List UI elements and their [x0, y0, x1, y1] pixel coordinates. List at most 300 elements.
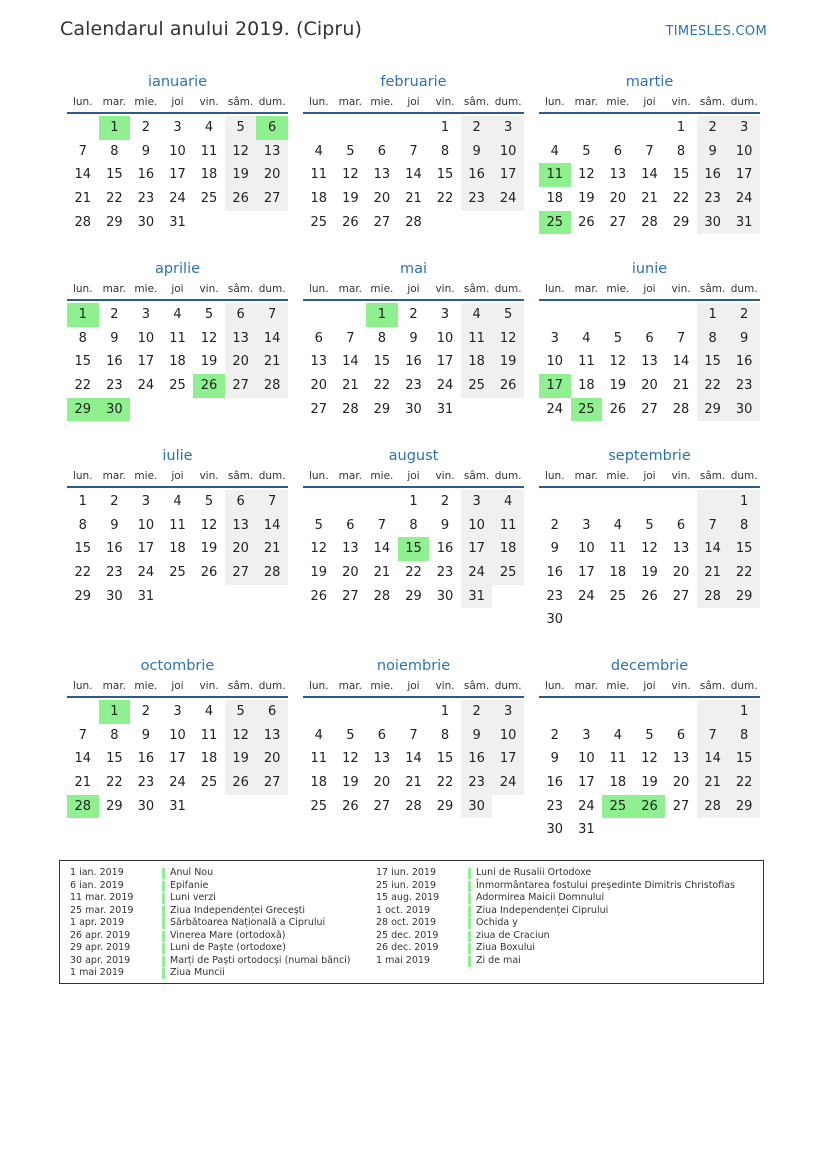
day-cell[interactable]: 10: [492, 140, 524, 164]
day-cell[interactable]: 12: [492, 327, 524, 351]
day-cell[interactable]: 12: [342, 167, 359, 183]
day-cell[interactable]: 4: [204, 704, 214, 719]
day-cell[interactable]: 16: [137, 167, 155, 183]
day-cell[interactable]: 17: [492, 747, 524, 771]
day-cell[interactable]: 30: [106, 588, 123, 604]
day-cell[interactable]: 12: [225, 724, 257, 748]
day-cell[interactable]: 11: [200, 143, 218, 159]
day-cell[interactable]: 23: [106, 378, 123, 394]
day-cell[interactable]: 13: [310, 354, 328, 370]
day-cell[interactable]: 10: [436, 330, 454, 346]
day-cell[interactable]: 29: [728, 795, 760, 819]
day-cell[interactable]: 18: [609, 775, 627, 791]
day-cell[interactable]: 22: [106, 191, 123, 207]
day-cell[interactable]: 27: [225, 374, 257, 398]
day-cell[interactable]: 4: [550, 143, 559, 159]
day-cell[interactable]: 3: [492, 700, 524, 724]
day-cell[interactable]: 11: [609, 751, 627, 767]
day-cell[interactable]: 31: [169, 214, 186, 230]
day-cell[interactable]: 19: [200, 541, 218, 557]
day-cell[interactable]: 5: [225, 116, 257, 140]
day-cell[interactable]: 22: [436, 775, 454, 791]
day-cell[interactable]: 20: [672, 775, 690, 791]
day-cell[interactable]: 16: [546, 775, 564, 791]
day-cell[interactable]: 18: [578, 378, 595, 394]
day-cell[interactable]: 23: [461, 771, 493, 795]
day-cell[interactable]: 26: [641, 588, 658, 604]
day-cell[interactable]: 22: [672, 191, 690, 207]
day-cell[interactable]: 3: [141, 494, 151, 509]
day-cell[interactable]: 10: [546, 354, 564, 370]
day-cell[interactable]: 29: [405, 588, 422, 604]
day-cell[interactable]: 11: [609, 541, 627, 557]
day-cell[interactable]: 30: [137, 214, 155, 230]
day-cell[interactable]: 5: [582, 143, 591, 159]
day-cell[interactable]: 11: [578, 354, 595, 370]
day-cell[interactable]: 1: [409, 494, 418, 509]
day-cell[interactable]: 27: [256, 187, 288, 211]
day-cell[interactable]: 25: [310, 798, 328, 814]
holiday-day-cell[interactable]: 26: [634, 795, 666, 819]
day-cell[interactable]: 10: [492, 724, 524, 748]
day-cell[interactable]: 18: [609, 565, 627, 581]
day-cell[interactable]: 3: [173, 120, 182, 135]
day-cell[interactable]: 24: [137, 565, 155, 581]
day-cell[interactable]: 18: [461, 350, 493, 374]
day-cell[interactable]: 14: [256, 514, 288, 538]
day-cell[interactable]: 7: [697, 724, 729, 748]
day-cell[interactable]: 14: [373, 541, 391, 557]
day-cell[interactable]: 22: [405, 565, 422, 581]
day-cell[interactable]: 5: [225, 700, 257, 724]
day-cell[interactable]: 15: [74, 354, 92, 370]
day-cell[interactable]: 24: [169, 191, 186, 207]
day-cell[interactable]: 18: [169, 541, 186, 557]
day-cell[interactable]: 14: [342, 354, 359, 370]
day-cell[interactable]: 28: [373, 588, 391, 604]
day-cell[interactable]: 19: [200, 354, 218, 370]
day-cell[interactable]: 9: [461, 724, 493, 748]
day-cell[interactable]: 26: [578, 214, 595, 230]
day-cell[interactable]: 24: [546, 401, 564, 417]
day-cell[interactable]: 25: [169, 378, 186, 394]
day-cell[interactable]: 7: [78, 727, 87, 743]
day-cell[interactable]: 16: [697, 163, 729, 187]
day-cell[interactable]: 23: [728, 374, 760, 398]
day-cell[interactable]: 17: [137, 541, 155, 557]
day-cell[interactable]: 10: [169, 143, 186, 159]
holiday-day-cell[interactable]: 30: [99, 398, 131, 422]
day-cell[interactable]: 24: [728, 187, 760, 211]
day-cell[interactable]: 17: [137, 354, 155, 370]
day-cell[interactable]: 16: [137, 751, 155, 767]
day-cell[interactable]: 10: [461, 514, 493, 538]
day-cell[interactable]: 16: [461, 747, 493, 771]
day-cell[interactable]: 24: [492, 187, 524, 211]
day-cell[interactable]: 19: [641, 565, 658, 581]
day-cell[interactable]: 12: [641, 541, 658, 557]
day-cell[interactable]: 18: [200, 167, 218, 183]
day-cell[interactable]: 1: [728, 700, 760, 724]
day-cell[interactable]: 2: [461, 116, 493, 140]
day-cell[interactable]: 12: [200, 330, 218, 346]
day-cell[interactable]: 28: [697, 585, 729, 609]
day-cell[interactable]: 31: [578, 822, 595, 838]
day-cell[interactable]: 28: [74, 214, 92, 230]
day-cell[interactable]: 6: [225, 303, 257, 327]
day-cell[interactable]: 24: [436, 378, 454, 394]
day-cell[interactable]: 29: [728, 585, 760, 609]
day-cell[interactable]: 22: [728, 771, 760, 795]
day-cell[interactable]: 4: [173, 307, 182, 322]
day-cell[interactable]: 11: [169, 517, 186, 533]
day-cell[interactable]: 11: [492, 514, 524, 538]
day-cell[interactable]: 2: [461, 700, 493, 724]
day-cell[interactable]: 28: [342, 401, 359, 417]
day-cell[interactable]: 29: [697, 398, 729, 422]
day-cell[interactable]: 16: [461, 163, 493, 187]
day-cell[interactable]: 17: [492, 163, 524, 187]
day-cell[interactable]: 23: [461, 187, 493, 211]
holiday-day-cell[interactable]: 17: [539, 374, 571, 398]
day-cell[interactable]: 26: [225, 187, 257, 211]
day-cell[interactable]: 30: [546, 822, 564, 838]
day-cell[interactable]: 2: [440, 494, 450, 509]
day-cell[interactable]: 22: [106, 775, 123, 791]
day-cell[interactable]: 20: [609, 191, 627, 207]
day-cell[interactable]: 8: [676, 143, 686, 159]
day-cell[interactable]: 2: [110, 307, 119, 322]
day-cell[interactable]: 13: [672, 751, 690, 767]
day-cell[interactable]: 27: [672, 588, 690, 604]
day-cell[interactable]: 19: [492, 350, 524, 374]
day-cell[interactable]: 4: [582, 330, 591, 346]
day-cell[interactable]: 19: [342, 775, 359, 791]
day-cell[interactable]: 7: [645, 143, 654, 159]
day-cell[interactable]: 11: [461, 327, 493, 351]
day-cell[interactable]: 18: [310, 775, 328, 791]
day-cell[interactable]: 20: [342, 565, 359, 581]
day-cell[interactable]: 5: [613, 330, 623, 346]
day-cell[interactable]: 27: [672, 798, 690, 814]
day-cell[interactable]: 20: [672, 565, 690, 581]
day-cell[interactable]: 28: [405, 798, 422, 814]
day-cell[interactable]: 3: [492, 116, 524, 140]
day-cell[interactable]: 15: [373, 354, 391, 370]
day-cell[interactable]: 18: [546, 191, 564, 207]
day-cell[interactable]: 8: [110, 143, 119, 159]
day-cell[interactable]: 16: [106, 541, 123, 557]
day-cell[interactable]: 16: [405, 354, 422, 370]
day-cell[interactable]: 6: [314, 330, 323, 346]
day-cell[interactable]: 5: [645, 727, 654, 743]
day-cell[interactable]: 28: [672, 401, 690, 417]
day-cell[interactable]: 9: [409, 330, 418, 346]
day-cell[interactable]: 24: [137, 378, 155, 394]
day-cell[interactable]: 12: [641, 751, 658, 767]
day-cell[interactable]: 5: [314, 517, 323, 533]
day-cell[interactable]: 7: [409, 143, 418, 159]
day-cell[interactable]: 21: [342, 378, 359, 394]
day-cell[interactable]: 31: [728, 211, 760, 235]
brand-logo-text[interactable]: TIMESLES.COM: [665, 24, 767, 39]
day-cell[interactable]: 23: [405, 378, 422, 394]
day-cell[interactable]: 3: [728, 116, 760, 140]
day-cell[interactable]: 21: [405, 775, 422, 791]
day-cell[interactable]: 12: [200, 517, 218, 533]
holiday-day-cell[interactable]: 11: [539, 163, 571, 187]
day-cell[interactable]: 27: [225, 561, 257, 585]
holiday-day-cell[interactable]: 25: [571, 398, 603, 422]
day-cell[interactable]: 31: [461, 585, 493, 609]
day-cell[interactable]: 4: [613, 517, 623, 533]
day-cell[interactable]: 2: [141, 704, 151, 719]
day-cell[interactable]: 19: [310, 565, 328, 581]
day-cell[interactable]: 25: [200, 191, 218, 207]
day-cell[interactable]: 19: [578, 191, 595, 207]
day-cell[interactable]: 24: [578, 798, 595, 814]
day-cell[interactable]: 26: [342, 798, 359, 814]
day-cell[interactable]: 23: [106, 565, 123, 581]
day-cell[interactable]: 20: [373, 191, 391, 207]
day-cell[interactable]: 7: [256, 490, 288, 514]
day-cell[interactable]: 23: [137, 775, 155, 791]
day-cell[interactable]: 23: [546, 588, 564, 604]
day-cell[interactable]: 15: [728, 537, 760, 561]
holiday-day-cell[interactable]: 1: [99, 700, 131, 724]
day-cell[interactable]: 21: [697, 771, 729, 795]
day-cell[interactable]: 24: [169, 775, 186, 791]
day-cell[interactable]: 30: [728, 398, 760, 422]
day-cell[interactable]: 12: [342, 751, 359, 767]
day-cell[interactable]: 13: [672, 541, 690, 557]
day-cell[interactable]: 5: [204, 307, 214, 322]
day-cell[interactable]: 7: [409, 727, 418, 743]
day-cell[interactable]: 8: [78, 517, 87, 533]
day-cell[interactable]: 8: [409, 517, 418, 533]
day-cell[interactable]: 17: [728, 163, 760, 187]
day-cell[interactable]: 17: [169, 167, 186, 183]
day-cell[interactable]: 27: [256, 771, 288, 795]
day-cell[interactable]: 7: [697, 514, 729, 538]
day-cell[interactable]: 13: [342, 541, 359, 557]
day-cell[interactable]: 16: [546, 565, 564, 581]
holiday-day-cell[interactable]: 25: [602, 795, 634, 819]
holiday-day-cell[interactable]: 1: [366, 303, 398, 327]
day-cell[interactable]: 7: [346, 330, 355, 346]
day-cell[interactable]: 24: [461, 561, 493, 585]
day-cell[interactable]: 15: [672, 167, 690, 183]
day-cell[interactable]: 28: [405, 214, 422, 230]
day-cell[interactable]: 5: [645, 517, 654, 533]
day-cell[interactable]: 21: [697, 561, 729, 585]
day-cell[interactable]: 9: [461, 140, 493, 164]
day-cell[interactable]: 3: [461, 490, 493, 514]
day-cell[interactable]: 21: [405, 191, 422, 207]
day-cell[interactable]: 15: [106, 167, 123, 183]
day-cell[interactable]: 1: [78, 494, 87, 509]
day-cell[interactable]: 5: [346, 143, 355, 159]
day-cell[interactable]: 2: [550, 517, 559, 533]
holiday-day-cell[interactable]: 25: [539, 211, 571, 235]
day-cell[interactable]: 11: [169, 330, 186, 346]
day-cell[interactable]: 14: [672, 354, 690, 370]
day-cell[interactable]: 15: [436, 751, 454, 767]
day-cell[interactable]: 13: [373, 751, 391, 767]
day-cell[interactable]: 26: [609, 401, 627, 417]
day-cell[interactable]: 21: [256, 537, 288, 561]
day-cell[interactable]: 19: [641, 775, 658, 791]
day-cell[interactable]: 8: [377, 330, 387, 346]
day-cell[interactable]: 18: [169, 354, 186, 370]
holiday-day-cell[interactable]: 28: [67, 795, 99, 819]
day-cell[interactable]: 6: [645, 330, 654, 346]
day-cell[interactable]: 25: [609, 588, 627, 604]
day-cell[interactable]: 23: [436, 565, 454, 581]
day-cell[interactable]: 18: [200, 751, 218, 767]
day-cell[interactable]: 20: [641, 378, 658, 394]
day-cell[interactable]: 10: [169, 727, 186, 743]
day-cell[interactable]: 9: [110, 517, 119, 533]
day-cell[interactable]: 13: [641, 354, 658, 370]
day-cell[interactable]: 25: [169, 565, 186, 581]
day-cell[interactable]: 6: [256, 700, 288, 724]
day-cell[interactable]: 30: [137, 798, 155, 814]
day-cell[interactable]: 8: [728, 514, 760, 538]
day-cell[interactable]: 1: [440, 120, 450, 135]
day-cell[interactable]: 26: [225, 771, 257, 795]
holiday-day-cell[interactable]: 1: [99, 116, 131, 140]
day-cell[interactable]: 8: [697, 327, 729, 351]
day-cell[interactable]: 17: [436, 354, 454, 370]
day-cell[interactable]: 7: [377, 517, 387, 533]
day-cell[interactable]: 9: [141, 727, 151, 743]
day-cell[interactable]: 1: [676, 120, 686, 135]
holiday-day-cell[interactable]: 15: [398, 537, 430, 561]
day-cell[interactable]: 20: [256, 163, 288, 187]
day-cell[interactable]: 17: [169, 751, 186, 767]
day-cell[interactable]: 10: [578, 751, 595, 767]
day-cell[interactable]: 6: [613, 143, 623, 159]
day-cell[interactable]: 2: [141, 120, 151, 135]
day-cell[interactable]: 4: [173, 494, 182, 509]
day-cell[interactable]: 28: [256, 374, 288, 398]
day-cell[interactable]: 6: [377, 143, 387, 159]
day-cell[interactable]: 30: [546, 612, 564, 628]
day-cell[interactable]: 22: [697, 374, 729, 398]
day-cell[interactable]: 20: [373, 775, 391, 791]
day-cell[interactable]: 14: [641, 167, 658, 183]
day-cell[interactable]: 18: [492, 537, 524, 561]
day-cell[interactable]: 13: [256, 140, 288, 164]
day-cell[interactable]: 13: [373, 167, 391, 183]
day-cell[interactable]: 22: [373, 378, 391, 394]
day-cell[interactable]: 30: [461, 795, 493, 819]
day-cell[interactable]: 13: [225, 514, 257, 538]
day-cell[interactable]: 31: [137, 588, 155, 604]
day-cell[interactable]: 18: [310, 191, 328, 207]
day-cell[interactable]: 8: [110, 727, 119, 743]
day-cell[interactable]: 27: [641, 401, 658, 417]
day-cell[interactable]: 13: [225, 327, 257, 351]
day-cell[interactable]: 15: [74, 541, 92, 557]
day-cell[interactable]: 9: [110, 330, 119, 346]
day-cell[interactable]: 16: [106, 354, 123, 370]
day-cell[interactable]: 21: [256, 350, 288, 374]
day-cell[interactable]: 22: [74, 378, 92, 394]
day-cell[interactable]: 25: [492, 561, 524, 585]
day-cell[interactable]: 24: [578, 588, 595, 604]
day-cell[interactable]: 10: [137, 517, 155, 533]
day-cell[interactable]: 22: [74, 565, 92, 581]
day-cell[interactable]: 4: [613, 727, 623, 743]
day-cell[interactable]: 17: [578, 565, 595, 581]
day-cell[interactable]: 28: [697, 795, 729, 819]
day-cell[interactable]: 30: [697, 211, 729, 235]
day-cell[interactable]: 27: [310, 401, 328, 417]
day-cell[interactable]: 29: [74, 588, 92, 604]
day-cell[interactable]: 9: [550, 751, 559, 767]
holiday-day-cell[interactable]: 29: [67, 398, 99, 422]
day-cell[interactable]: 3: [440, 307, 450, 322]
day-cell[interactable]: 19: [609, 378, 627, 394]
day-cell[interactable]: 26: [310, 588, 328, 604]
day-cell[interactable]: 17: [578, 775, 595, 791]
day-cell[interactable]: 10: [578, 541, 595, 557]
day-cell[interactable]: 29: [373, 401, 391, 417]
day-cell[interactable]: 20: [225, 537, 257, 561]
day-cell[interactable]: 19: [225, 747, 257, 771]
day-cell[interactable]: 2: [110, 494, 119, 509]
day-cell[interactable]: 11: [200, 727, 218, 743]
day-cell[interactable]: 31: [436, 401, 454, 417]
day-cell[interactable]: 20: [256, 747, 288, 771]
day-cell[interactable]: 27: [609, 214, 627, 230]
day-cell[interactable]: 7: [676, 330, 686, 346]
day-cell[interactable]: 10: [728, 140, 760, 164]
day-cell[interactable]: 8: [440, 727, 450, 743]
day-cell[interactable]: 27: [373, 798, 391, 814]
day-cell[interactable]: 23: [697, 187, 729, 211]
day-cell[interactable]: 29: [106, 798, 123, 814]
day-cell[interactable]: 21: [672, 378, 690, 394]
day-cell[interactable]: 14: [405, 751, 422, 767]
day-cell[interactable]: 4: [204, 120, 214, 135]
holiday-day-cell[interactable]: 1: [67, 303, 99, 327]
day-cell[interactable]: 29: [106, 214, 123, 230]
day-cell[interactable]: 12: [609, 354, 627, 370]
day-cell[interactable]: 16: [728, 350, 760, 374]
day-cell[interactable]: 7: [78, 143, 87, 159]
day-cell[interactable]: 2: [409, 307, 418, 322]
day-cell[interactable]: 14: [74, 751, 92, 767]
day-cell[interactable]: 2: [728, 303, 760, 327]
day-cell[interactable]: 11: [310, 167, 328, 183]
day-cell[interactable]: 4: [314, 727, 323, 743]
day-cell[interactable]: 14: [74, 167, 92, 183]
day-cell[interactable]: 3: [173, 704, 182, 719]
day-cell[interactable]: 15: [436, 167, 454, 183]
day-cell[interactable]: 13: [256, 724, 288, 748]
day-cell[interactable]: 22: [436, 191, 454, 207]
day-cell[interactable]: 3: [550, 330, 559, 346]
day-cell[interactable]: 15: [728, 747, 760, 771]
day-cell[interactable]: 28: [641, 214, 658, 230]
day-cell[interactable]: 9: [141, 143, 151, 159]
day-cell[interactable]: 9: [697, 140, 729, 164]
day-cell[interactable]: 6: [676, 727, 686, 743]
day-cell[interactable]: 25: [310, 214, 328, 230]
